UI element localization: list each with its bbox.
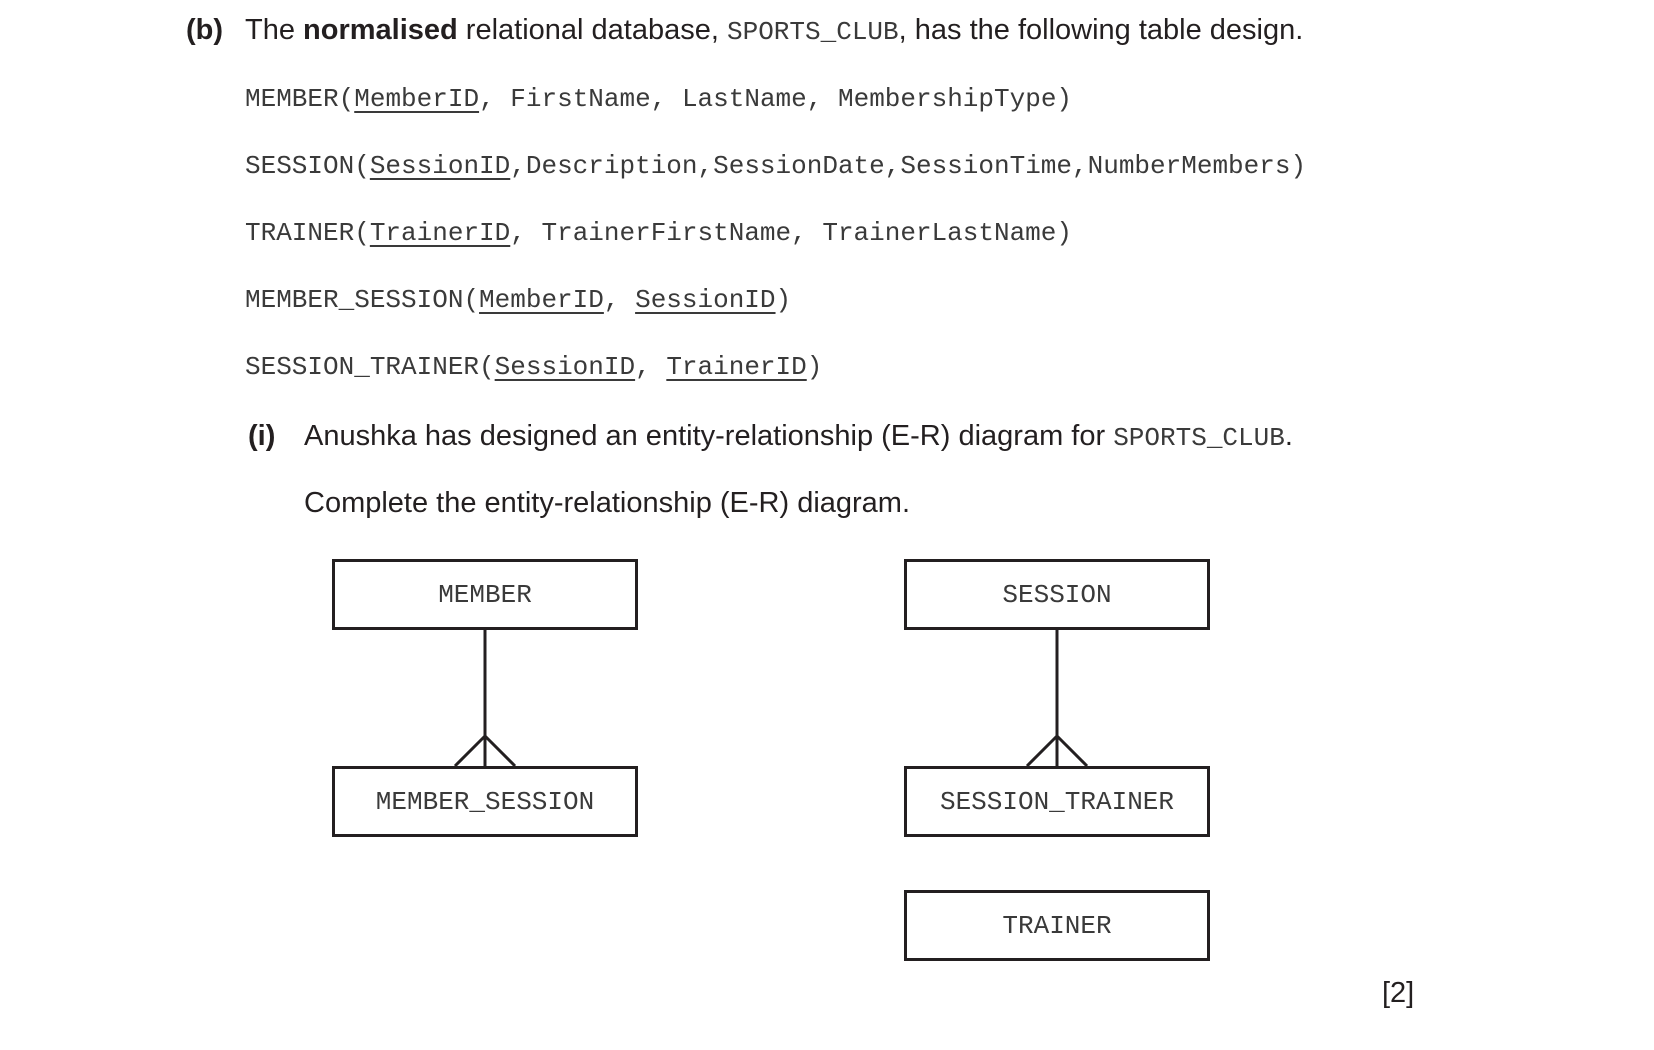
intro-middle: relational database, — [457, 14, 727, 46]
primary-key-field: SessionID — [494, 352, 636, 382]
field-separator: , — [479, 84, 511, 114]
field-separator: , — [510, 218, 542, 248]
field-separator: , — [806, 84, 838, 114]
part-i-db-name: SPORTS_CLUB — [1113, 423, 1285, 453]
member-session-crowfoot-left — [455, 736, 485, 766]
part-i-instruction: Complete the entity-relationship (E-R) diagram. — [304, 487, 911, 519]
table-name: SESSION_TRAINER — [245, 352, 480, 382]
marks-indicator: [2] — [1382, 977, 1415, 1009]
member-session-crowfoot-right — [485, 736, 515, 766]
field-separator: , — [603, 285, 636, 315]
field-separator: , — [650, 84, 682, 114]
field-separator: , — [635, 352, 667, 382]
primary-key-field: MemberID — [354, 84, 480, 114]
entity-session: SESSION — [904, 559, 1210, 630]
table-field: TrainerLastName — [822, 218, 1057, 248]
table-line-member-session: MEMBER_SESSION(MemberID, SessionID) — [245, 285, 792, 315]
field-separator: , — [697, 151, 714, 181]
primary-key-field: SessionID — [635, 285, 776, 315]
table-field: MembershipType — [837, 84, 1057, 114]
table-field: TrainerFirstName — [541, 218, 792, 248]
entity-trainer: TRAINER — [904, 890, 1210, 961]
session-trainer-crowfoot-right — [1057, 736, 1087, 766]
entity-member: MEMBER — [332, 559, 638, 630]
intro-suffix: , has the following table design. — [898, 14, 1304, 46]
session-trainer-crowfoot-left — [1027, 736, 1057, 766]
table-line-session: SESSION(SessionID,Description,SessionDate,SessionTime,NumberMembers) — [245, 151, 1307, 181]
table-field: SessionDate — [713, 151, 885, 181]
table-line-member: MEMBER(MemberID, FirstName, LastName, MembershipType) — [245, 84, 1073, 114]
primary-key-field: MemberID — [479, 285, 604, 315]
field-separator: , — [884, 151, 901, 181]
field-separator: , — [510, 151, 526, 181]
intro-db-name: SPORTS_CLUB — [727, 17, 899, 47]
table-name: TRAINER — [245, 218, 355, 248]
table-field: LastName — [681, 84, 807, 114]
intro-prefix: The — [245, 14, 304, 46]
part-b-label: (b) — [186, 14, 224, 46]
table-name: MEMBER_SESSION — [245, 285, 464, 315]
intro-bold-word: normalised — [303, 14, 458, 46]
table-name: SESSION — [245, 151, 355, 181]
primary-key-field: TrainerID — [369, 218, 511, 248]
table-field: NumberMembers — [1087, 151, 1291, 181]
table-line-session-trainer: SESSION_TRAINER(SessionID, TrainerID) — [245, 352, 823, 382]
table-name: MEMBER — [245, 84, 339, 114]
entity-session-trainer: SESSION_TRAINER — [904, 766, 1210, 837]
field-separator: , — [791, 218, 823, 248]
table-field: Description — [525, 151, 698, 181]
table-line-trainer: TRAINER(TrainerID, TrainerFirstName, TrainerLastName) — [245, 218, 1072, 248]
entity-member-session: MEMBER_SESSION — [332, 766, 638, 837]
part-i-text-prefix: Anushka has designed an entity-relationship (E-R) diagram for — [304, 420, 1114, 452]
primary-key-field: SessionID — [369, 151, 511, 181]
field-separator: , — [1072, 151, 1088, 181]
table-field: SessionTime — [900, 151, 1073, 181]
part-i-label: (i) — [248, 420, 276, 452]
part-i-text-suffix: . — [1284, 420, 1293, 452]
primary-key-field: TrainerID — [666, 352, 807, 382]
table-field: FirstName — [510, 84, 651, 114]
